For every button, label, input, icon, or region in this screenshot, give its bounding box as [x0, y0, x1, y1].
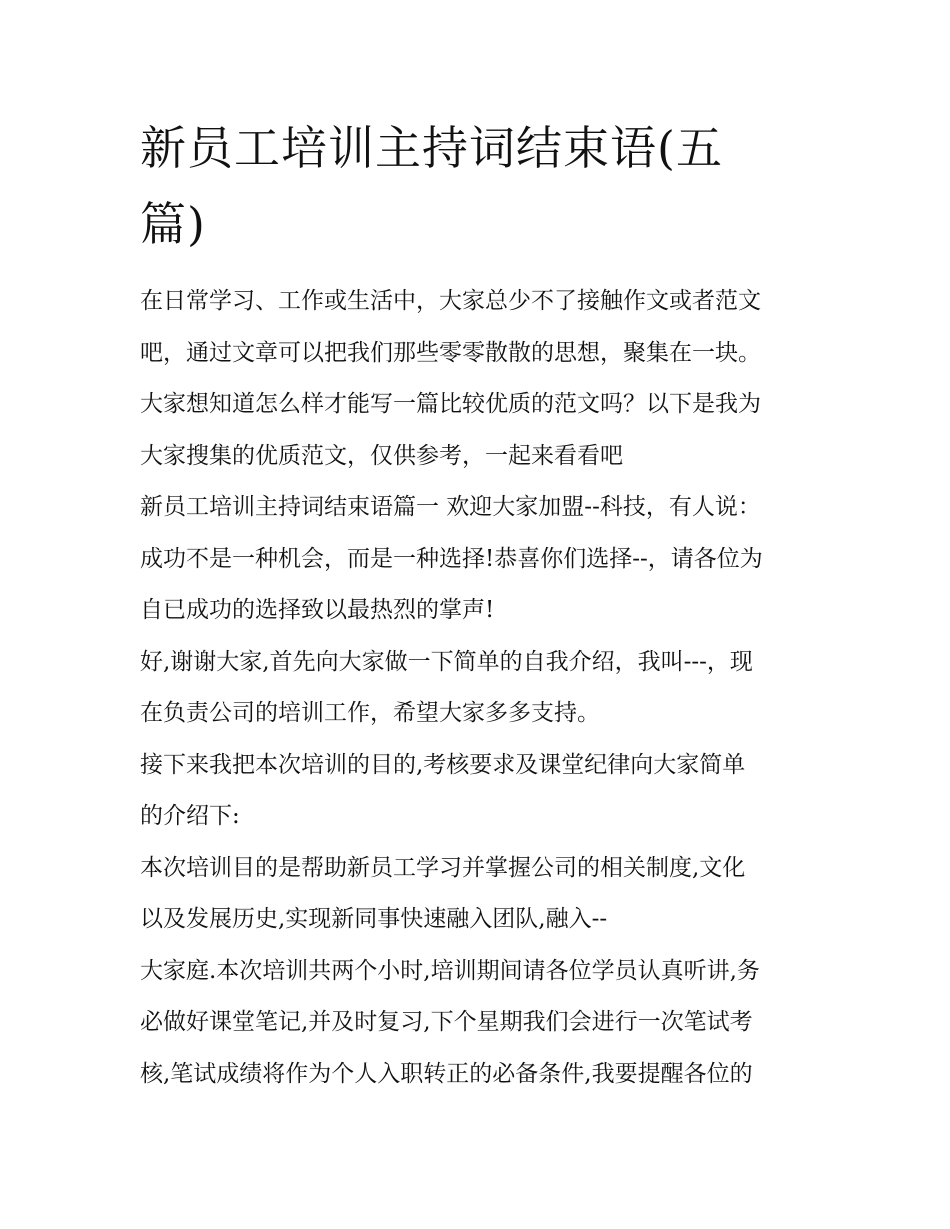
- body-line: 成功不是一种机会，而是一种选择!恭喜你们选择--，请各位为: [140, 545, 763, 572]
- body-line: 核,笔试成绩将作为个人入职转正的必备条件,我要提醒各位的: [140, 1060, 753, 1087]
- body-line: 新员工培训主持词结束语篇一 欢迎大家加盟--科技，有人说：: [140, 494, 761, 520]
- body-line: 大家搜集的优质范文，仅供参考，一起来看看吧: [140, 442, 623, 469]
- body-line: 本次培训目的是帮助新员工学习并掌握公司的相关制度,文化: [140, 854, 746, 881]
- document-body: [140, 276, 812, 1100]
- body-line: 的介绍下:: [140, 803, 240, 829]
- body-line: 好,谢谢大家,首先向大家做一下简单的自我介绍，我叫---，现: [140, 648, 753, 675]
- body-line: 必做好课堂笔记,并及时复习,下个星期我们会进行一次笔试考: [140, 1009, 753, 1035]
- body-line: 以及发展历史,实现新同事快速融入团队,融入--: [140, 906, 608, 932]
- body-line: 吧，通过文章可以把我们那些零零散散的思想，聚集在一块。: [140, 339, 761, 366]
- body-line: 在负责公司的培训工作，希望大家多多支持。: [140, 700, 600, 726]
- body-line: 自已成功的选择致以最热烈的掌声!: [140, 597, 495, 623]
- document-page: [140, 110, 812, 1100]
- body-line: 在日常学习、工作或生活中，大家总少不了接触作文或者范文: [140, 288, 761, 314]
- title-line: 篇): [140, 197, 206, 251]
- document-title: [140, 110, 812, 262]
- body-line: 大家庭.本次培训共两个小时,培训期间请各位学员认真听讲,务: [140, 957, 760, 984]
- body-line: 大家想知道怎么样才能写一篇比较优质的范文吗？以下是我为: [140, 391, 761, 417]
- title-line: 新员工培训主持词结束语(五: [140, 121, 723, 175]
- body-line: 接下来我把本次培训的目的,考核要求及课堂纪律向大家简单: [140, 751, 746, 778]
